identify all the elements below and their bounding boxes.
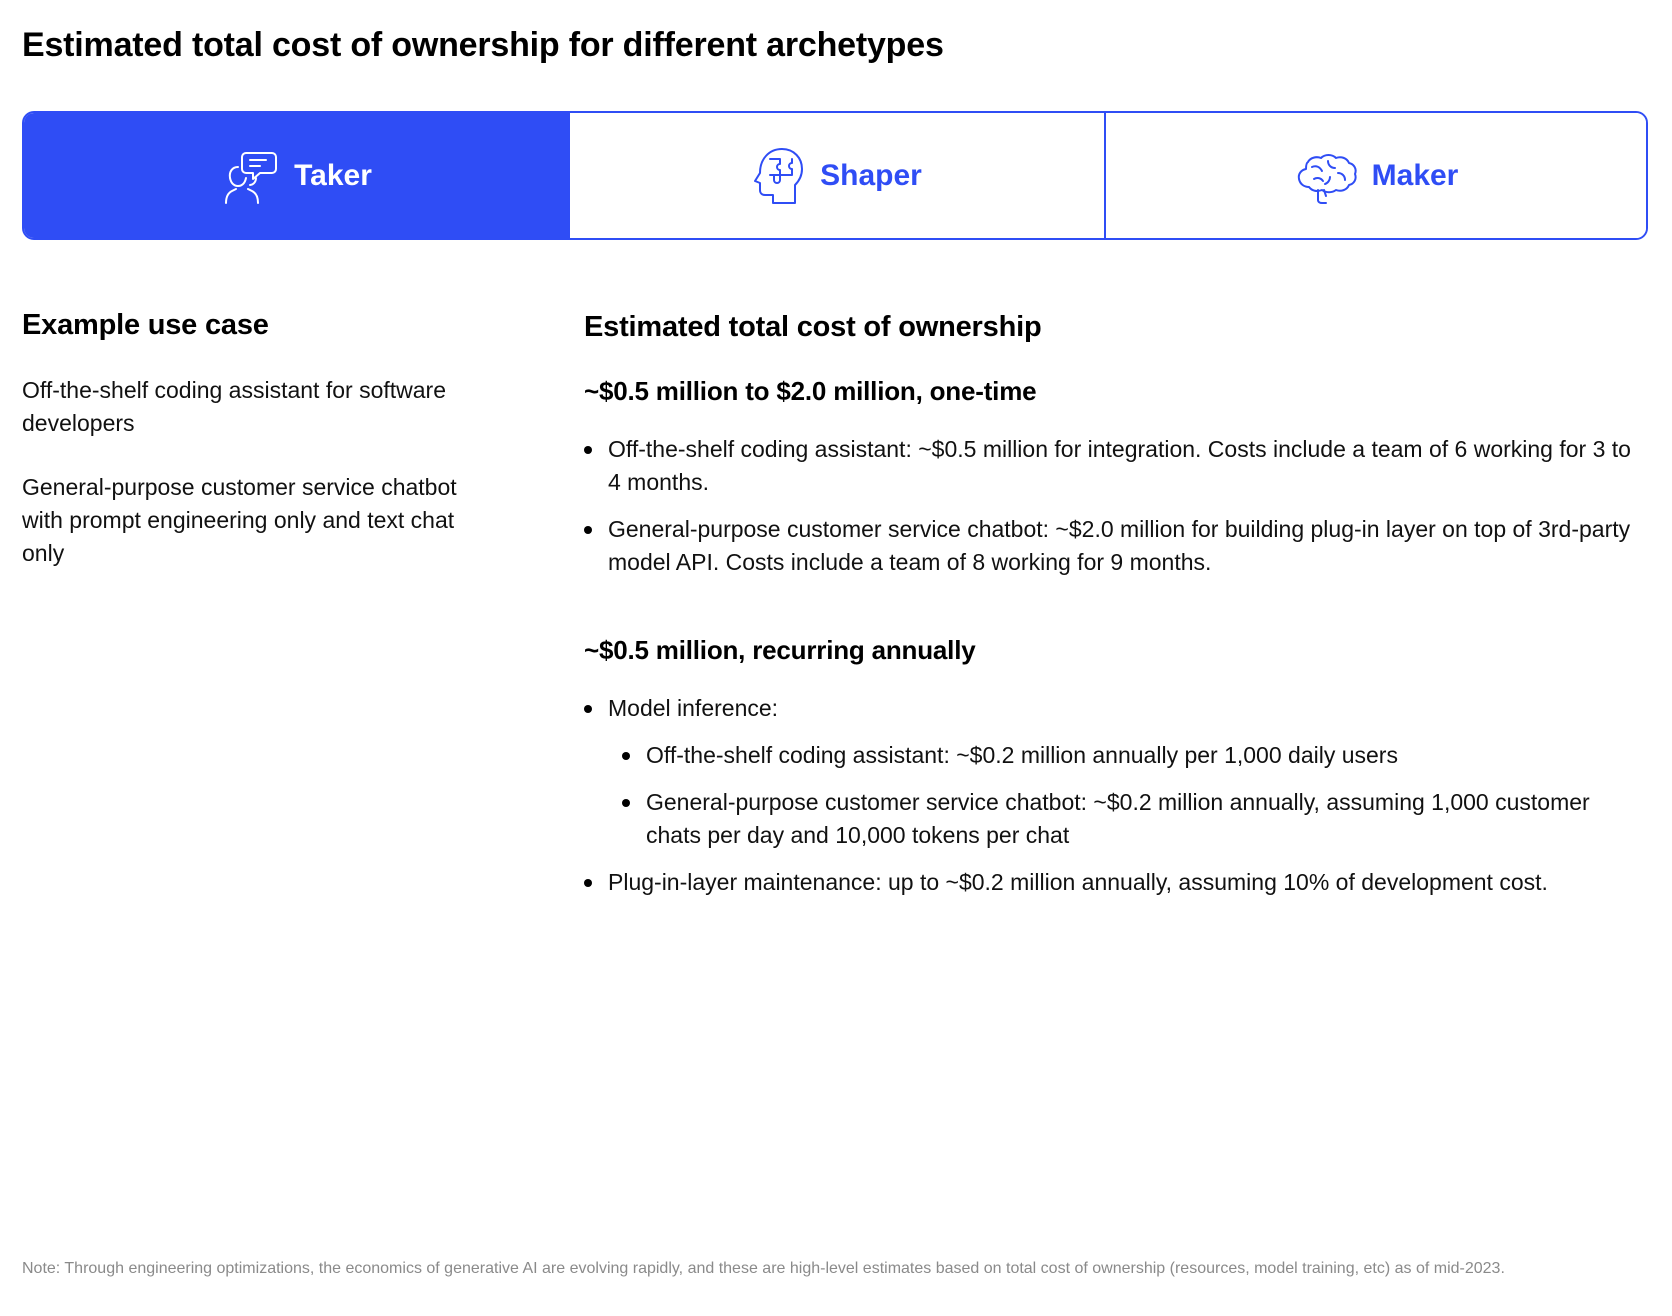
list-item [584,692,1634,852]
example-item: Off-the-shelf coding assistant for software developers [22,377,446,436]
recurring-cost-list [584,692,1634,899]
list-item: Off-the-shelf coding assistant: ~$0.5 million for integration. Costs include a team of 6 working for 3 to 4 months. [584,433,1634,499]
chat-people-icon [220,145,282,207]
example-use-case-section [22,309,502,601]
tco-heading: Estimated total cost of ownership [584,311,1042,343]
example-heading: Example use case [22,309,269,341]
one-time-cost-heading: ~$0.5 million to $2.0 million, one-time [584,376,1037,406]
footnote: Note: Through engineering optimizations, the economics of generative AI are evolving rapidly, and these are high-level estimates based on total cost of ownership (resources, model training, etc) as of mid-2023. [22,1260,1505,1277]
tab-taker[interactable] [24,113,568,238]
one-time-cost-list [584,433,1634,579]
inference-label: Model inference: [608,695,779,721]
tco-section [584,311,1634,899]
tab-maker[interactable] [1104,113,1646,238]
recurring-cost-heading: ~$0.5 million, recurring annually [584,635,976,665]
page-title: Estimated total cost of ownership for different archetypes [22,26,944,64]
tab-shaper[interactable] [568,113,1104,238]
brain-icon [1294,147,1360,205]
tab-maker-label: Maker [1371,158,1459,192]
list-item: Off-the-shelf coding assistant: ~$0.2 million annually per 1,000 daily users [622,739,1634,772]
list-item: General-purpose customer service chatbot: ~$2.0 million for building plug-in layer on top of 3rd-party model API. Costs include a team of 8 working for 9 months. [584,513,1634,579]
inference-sublist [622,739,1634,852]
list-item: General-purpose customer service chatbot: ~$0.2 million annually, assuming 1,000 customer chats per day and 10,000 tokens per chat [622,786,1634,852]
example-item: General-purpose customer service chatbot with prompt engineering only and text chat only [22,474,457,566]
tab-taker-label: Taker [294,158,372,192]
head-puzzle-icon [752,145,808,207]
tab-shaper-label: Shaper [820,158,922,192]
list-item: Plug-in-layer maintenance: up to ~$0.2 million annually, assuming 10% of development cost. [584,866,1634,899]
archetype-tabs [22,111,1648,240]
